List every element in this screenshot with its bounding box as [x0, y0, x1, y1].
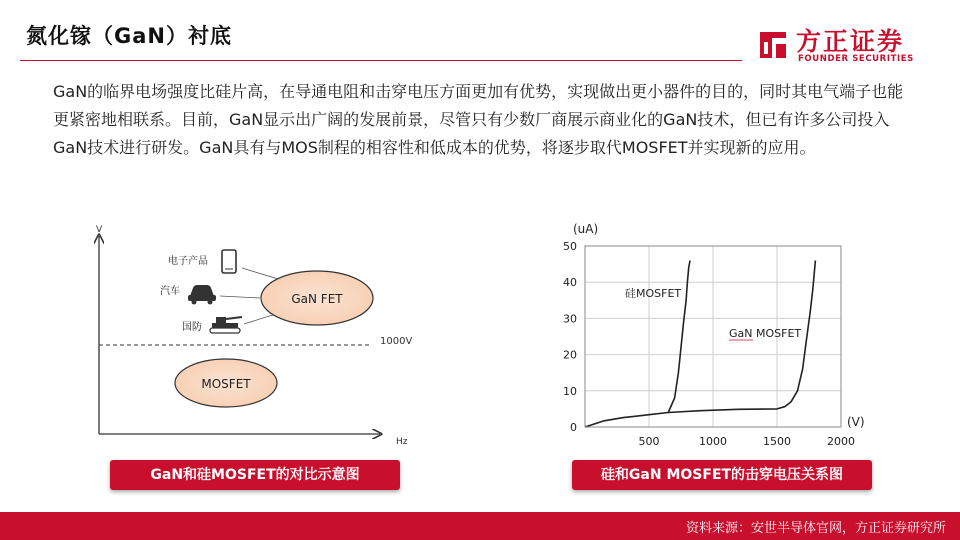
y-tick-label: 50	[563, 240, 577, 253]
x-axis-label: (V)	[847, 415, 865, 429]
x-axis-label: Hz	[396, 437, 408, 447]
y-axis-label: V	[96, 225, 103, 235]
founder-logo-icon	[752, 24, 792, 64]
title-divider	[20, 60, 742, 61]
app-label-electronics: 电子产品	[168, 256, 208, 267]
comparison-diagram	[80, 220, 440, 450]
smartphone-icon	[222, 250, 236, 273]
series-label-gan-mosfet: GaN MOSFET	[729, 327, 802, 340]
right-figure-caption: 硅和GaN MOSFET的击穿电压关系图	[572, 460, 872, 490]
x-tick-label: 500	[638, 435, 660, 448]
breakdown-voltage-chart	[555, 215, 885, 455]
footer-bar	[0, 512, 960, 540]
left-figure-caption: GaN和硅MOSFET的对比示意图	[110, 460, 400, 490]
y-tick-label: 0	[570, 421, 577, 434]
y-tick-label: 10	[563, 384, 577, 398]
page-title: 氮化镓（GaN）衬底	[26, 24, 232, 48]
car-icon	[188, 285, 216, 305]
y-tick-label: 20	[563, 348, 577, 362]
mosfet-label: MOSFET	[201, 377, 251, 391]
x-tick-label: 2000	[827, 435, 855, 448]
app-label-defense: 国防	[182, 322, 202, 333]
logo-english-name: FOUNDER SECURITIES	[798, 54, 914, 64]
y-tick-label: 30	[563, 312, 577, 326]
source-note: 资料来源：安世半导体官网，方正证券研究所	[685, 521, 946, 536]
connector-line	[220, 296, 260, 298]
x-tick-label: 1500	[763, 435, 791, 448]
y-axis-label: (uA)	[573, 222, 599, 236]
x-tick-label: 1000	[699, 435, 727, 448]
series-line-0	[585, 261, 690, 428]
threshold-label: 1000V	[380, 336, 413, 347]
gan-fet-label: GaN FET	[291, 292, 343, 306]
tank-icon	[210, 317, 242, 333]
series-label-si-mosfet: 硅MOSFET	[625, 287, 682, 300]
company-logo	[752, 22, 942, 70]
logo-chinese-name: 方正证券	[796, 27, 905, 56]
connector-line	[244, 314, 276, 324]
y-tick-label: 40	[563, 276, 577, 290]
intro-paragraph: GaN的临界电场强度比硅片高，在导通电阻和击穿电压方面更加有优势，实现做出更小器件的目的，同时其电气端子也能更紧密地相联系。目前，GaN显示出广阔的发展前景，尽管只有少数厂商展示商业化的GaN技术，但已有许多公司投入GaN技术进行研发。GaN具有与MOS制程的相容性和低成本的优势，将逐步取代MOSFET并实现新的应用。	[53, 82, 904, 157]
app-label-car: 汽车	[160, 286, 180, 297]
